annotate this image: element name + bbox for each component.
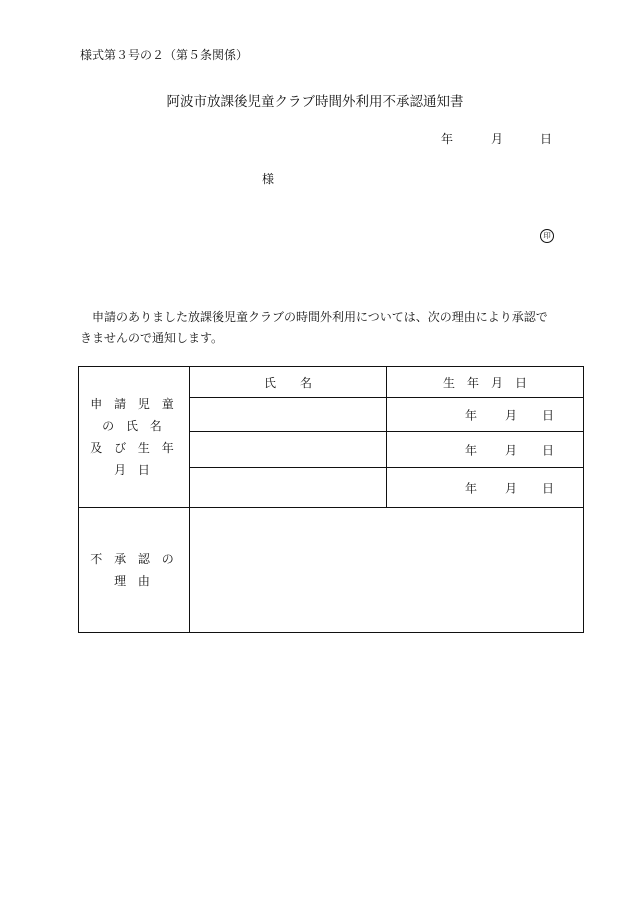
addressee-suffix: 様 [262, 172, 275, 186]
application-table [78, 366, 584, 633]
reason-field[interactable] [190, 508, 584, 633]
issue-date-day: 日 [540, 132, 553, 146]
notice-body-line-2: きませんので通知します。 [80, 331, 224, 345]
child-name-field-3[interactable] [190, 468, 387, 508]
reason-label: 不 承 認 の 理 由 [90, 552, 178, 588]
applicant-label-line-1: 申 請 児 童 の 氏 名 [90, 397, 178, 433]
applicant-label-cell [79, 367, 190, 508]
dob-year-label: 年 [465, 443, 478, 457]
applicant-label-line-2: 及 び 生 年 月 日 [90, 441, 178, 477]
dob-day-label: 日 [542, 481, 555, 495]
dob-month-label: 月 [505, 408, 518, 422]
child-dob-field-1[interactable] [387, 398, 584, 432]
dob-column-header: 生 年 月 日 [387, 367, 584, 398]
document-title: 阿波市放課後児童クラブ時間外利用不承認通知書 [166, 94, 464, 110]
dob-day-label: 日 [542, 443, 555, 457]
dob-year-label: 年 [465, 408, 478, 422]
child-name-field-1[interactable] [190, 398, 387, 432]
dob-month-label: 月 [505, 481, 518, 495]
dob-year-label: 年 [465, 481, 478, 495]
issue-date-year: 年 [441, 132, 454, 146]
issue-date-month: 月 [491, 132, 504, 146]
reason-label-cell [79, 508, 190, 633]
form-number: 様式第３号の２（第５条関係） [80, 48, 249, 62]
notice-body [80, 307, 560, 349]
child-dob-field-3[interactable] [387, 468, 584, 508]
child-name-field-2[interactable] [190, 432, 387, 468]
child-dob-field-2[interactable] [387, 432, 584, 468]
seal-icon: 印 [540, 229, 554, 243]
dob-month-label: 月 [505, 443, 518, 457]
notice-body-line-1: 申請のありました放課後児童クラブの時間外利用については、次の理由により承認で [92, 310, 548, 324]
dob-day-label: 日 [542, 408, 555, 422]
name-column-header: 氏 名 [190, 367, 387, 398]
